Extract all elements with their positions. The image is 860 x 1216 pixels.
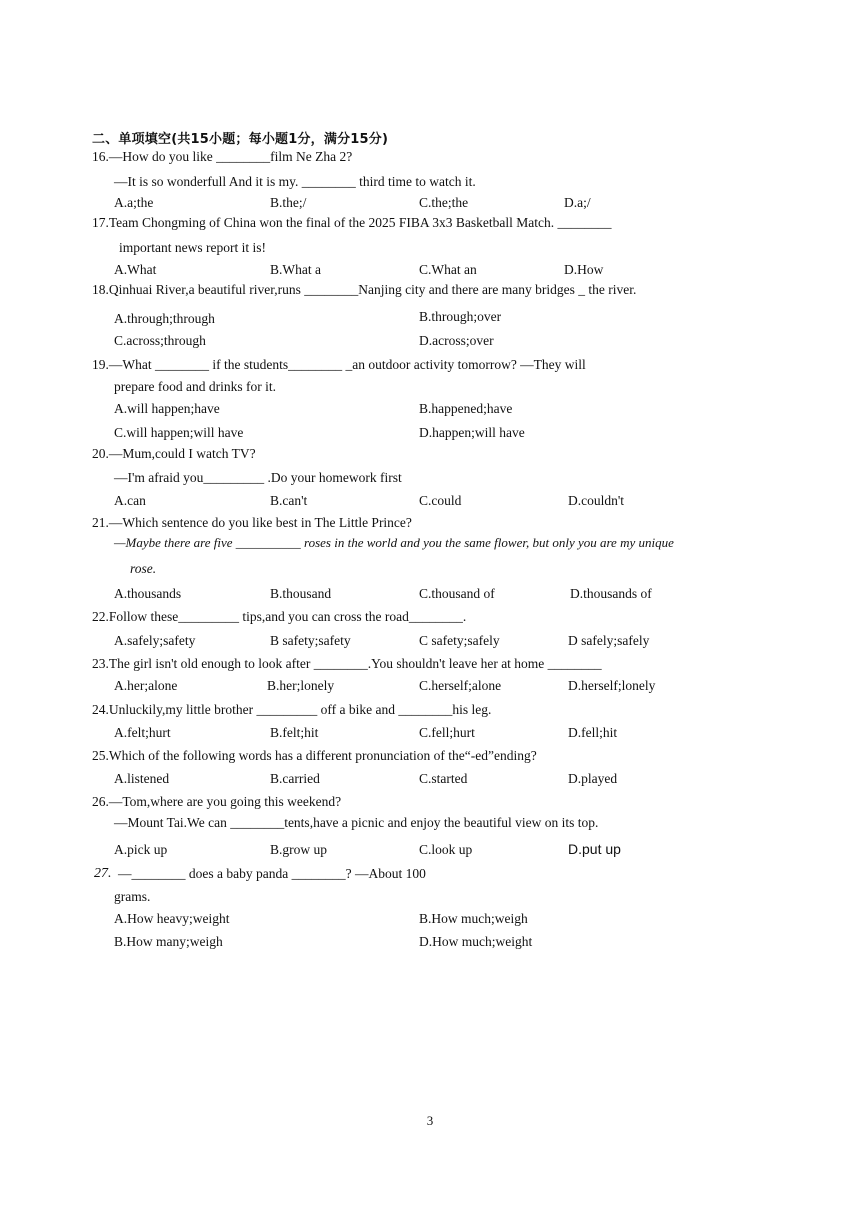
q18-stem: 18.Qinhuai River,a beautiful river,runs ________Nanjing city and there are many bridges _ the river.	[92, 282, 637, 297]
q21-quote-cont: rose.	[130, 561, 157, 576]
q20-option-d: D.couldn't	[568, 493, 625, 508]
q22-option-d: D safely;safely	[568, 633, 650, 648]
q25-option-c: C.started	[419, 771, 468, 786]
q20-stem: 20.—Mum,could I watch TV?	[92, 446, 256, 461]
q16-stem: 16.—How do you like ________film Ne Zha 2?	[92, 149, 353, 164]
q18-option-c: C.across;through	[114, 333, 206, 348]
q17-option-a: A.What	[114, 262, 157, 277]
q24-option-a: A.felt;hurt	[114, 725, 171, 740]
section-title: 二、单项填空(共15小题；每小题1分，满分15分)	[92, 132, 389, 147]
q19-stem: 19.—What ________ if the students________ _an outdoor activity tomorrow? —They will	[92, 357, 586, 372]
q26-answer-line: —Mount Tai.We can ________tents,have a picnic and enjoy the beautiful view on its top.	[114, 815, 599, 830]
q18-option-b: B.through;over	[419, 309, 502, 324]
q24-option-b: B.felt;hit	[270, 725, 319, 740]
q27-option-a: A.How heavy;weight	[114, 911, 230, 926]
q27-stem: —________ does a baby panda ________? —About 100	[118, 866, 426, 881]
q21-option-a: A.thousands	[114, 586, 182, 601]
q16-option-a: A.a;the	[114, 195, 154, 210]
q27-option-c: B.How many;weigh	[114, 934, 223, 949]
q26-option-d: D.put up	[568, 841, 621, 857]
q16-option-c: C.the;the	[419, 195, 469, 210]
q21-quote: —Maybe there are five __________ roses in the world and you the same flower, but only you are my unique	[114, 535, 674, 550]
q24-stem: 24.Unluckily,my little brother _________ off a bike and ________his leg.	[92, 702, 492, 717]
q17-option-c: C.What an	[419, 262, 477, 277]
q23-option-c: C.herself;alone	[419, 678, 502, 693]
q20-option-a: A.can	[114, 493, 146, 508]
q25-stem: 25.Which of the following words has a different pronunciation of the“-ed”ending?	[92, 748, 537, 763]
q19-option-d: D.happen;will have	[419, 425, 525, 440]
q25-option-d: D.played	[568, 771, 618, 786]
q16-answer-line: —It is so wonderfull And it is my. ________ third time to watch it.	[114, 174, 476, 189]
q17-option-d: D.How	[564, 262, 604, 277]
q26-option-c: C.look up	[419, 842, 473, 857]
page-number: 3	[426, 1113, 434, 1128]
q27-stem-cont: grams.	[114, 889, 151, 904]
q23-stem: 23.The girl isn't old enough to look after ________.You shouldn't leave her at home ________	[92, 656, 602, 671]
q22-stem: 22.Follow these_________ tips,and you can cross the road________.	[92, 609, 467, 624]
q21-option-b: B.thousand	[270, 586, 332, 601]
q23-option-d: D.herself;lonely	[568, 678, 656, 693]
q19-stem-cont: prepare food and drinks for it.	[114, 379, 276, 394]
q19-option-c: C.will happen;will have	[114, 425, 244, 440]
q18-option-a: A.through;through	[114, 311, 215, 326]
q27-option-b: B.How much;weigh	[419, 911, 528, 926]
q27-number: 27.	[94, 866, 112, 881]
q26-stem: 26.—Tom,where are you going this weekend?	[92, 794, 342, 809]
q27-option-d: D.How much;weight	[419, 934, 533, 949]
q21-stem: 21.—Which sentence do you like best in The Little Prince?	[92, 515, 412, 530]
q18-option-d: D.across;over	[419, 333, 494, 348]
q24-option-d: D.fell;hit	[568, 725, 618, 740]
q17-stem-cont: important news report it is!	[119, 240, 266, 255]
q23-option-a: A.her;alone	[114, 678, 178, 693]
q25-option-b: B.carried	[270, 771, 320, 786]
q23-option-b: B.her;lonely	[267, 678, 335, 693]
q17-stem: 17.Team Chongming of China won the final of the 2025 FIBA 3x3 Basketball Match. ________	[92, 215, 612, 230]
q20-option-c: C.could	[419, 493, 462, 508]
q22-option-a: A.safely;safety	[114, 633, 196, 648]
q25-option-a: A.listened	[114, 771, 170, 786]
q20-option-b: B.can't	[270, 493, 308, 508]
q17-option-b: B.What a	[270, 262, 321, 277]
q26-option-b: B.grow up	[270, 842, 327, 857]
q21-option-c: C.thousand of	[419, 586, 495, 601]
q19-option-a: A.will happen;have	[114, 401, 220, 416]
q20-answer-line: —I'm afraid you_________ .Do your homework first	[114, 470, 402, 485]
q24-option-c: C.fell;hurt	[419, 725, 475, 740]
q21-option-d: D.thousands of	[570, 586, 652, 601]
q22-option-c: C safety;safely	[419, 633, 500, 648]
q22-option-b: B safety;safety	[270, 633, 351, 648]
q16-option-b: B.the;/	[270, 195, 307, 210]
q26-option-a: A.pick up	[114, 842, 168, 857]
q19-option-b: B.happened;have	[419, 401, 513, 416]
q16-option-d: D.a;/	[564, 195, 591, 210]
